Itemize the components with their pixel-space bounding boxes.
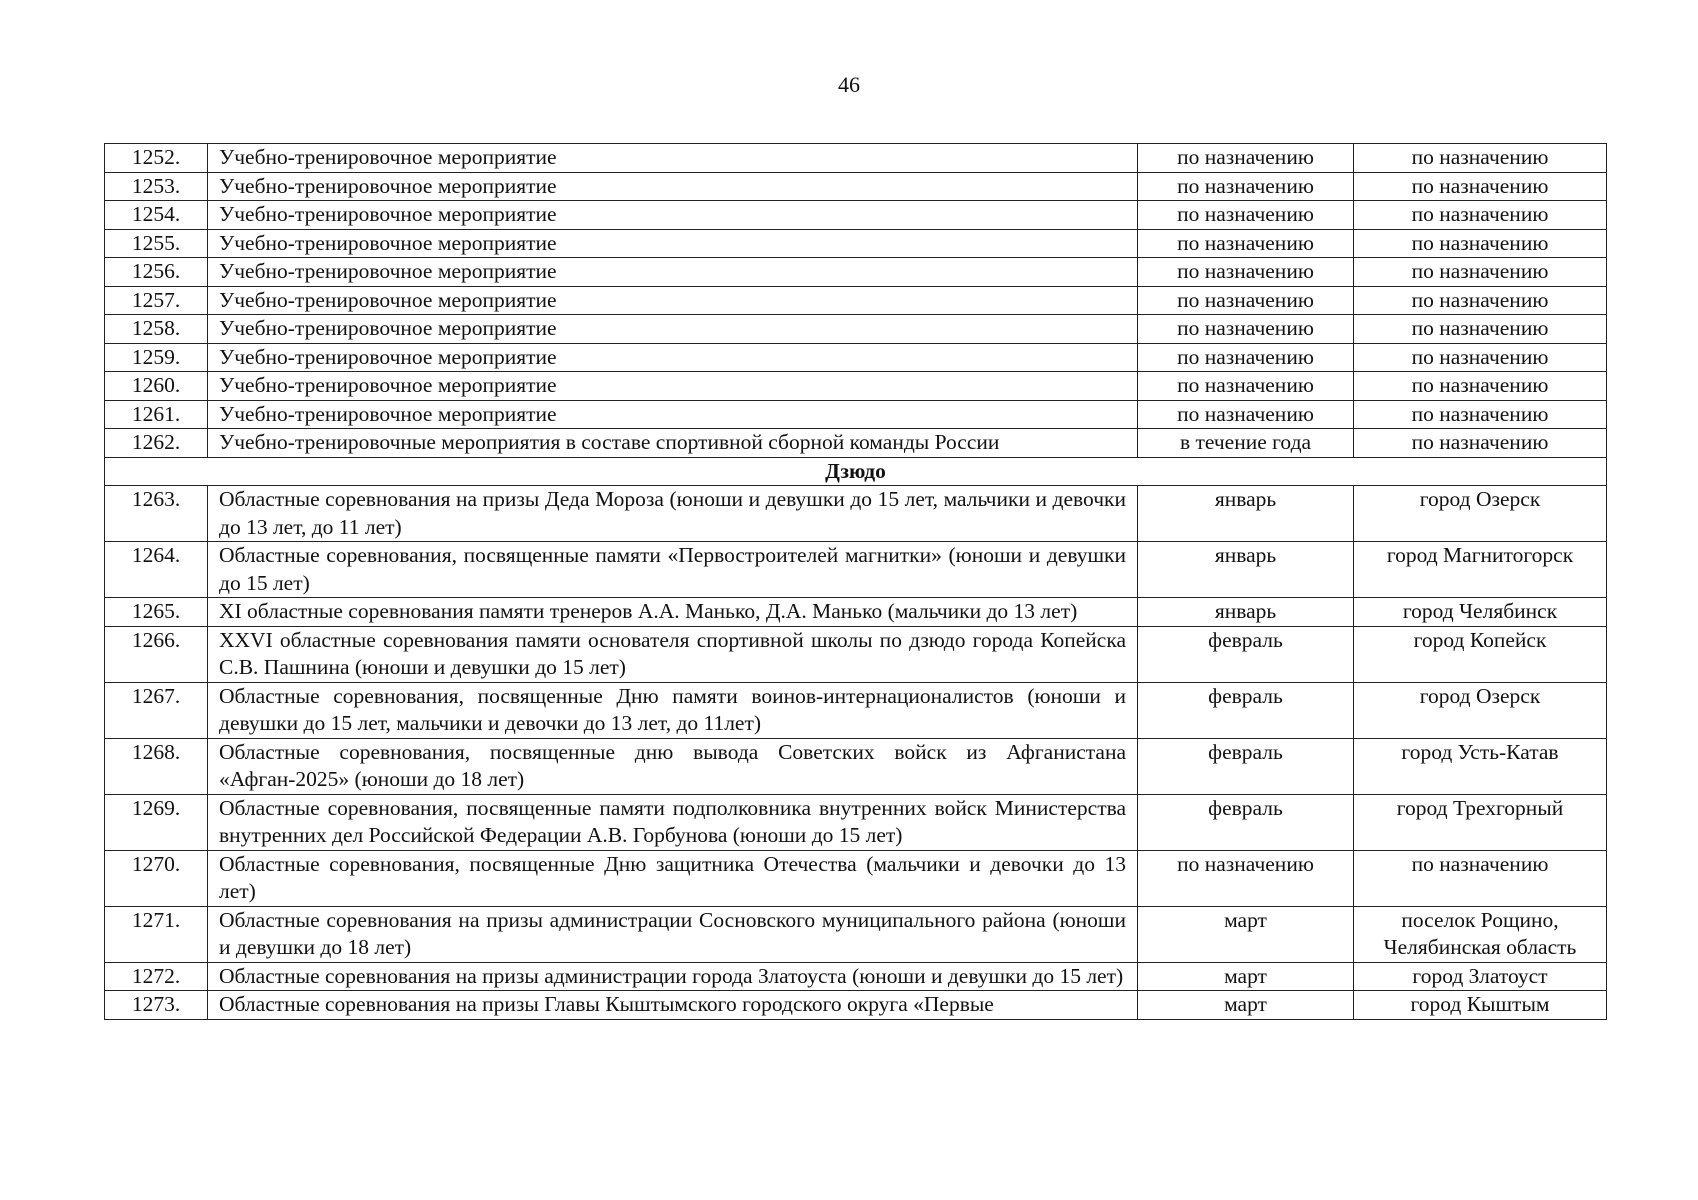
table-row: [105, 598, 1607, 627]
event-date: по назначению: [1138, 172, 1354, 201]
event-date: январь: [1138, 542, 1354, 598]
section-header-group: [105, 457, 1607, 486]
row-number: 1253.: [105, 172, 208, 201]
table-row: [105, 962, 1607, 991]
table-row: [105, 626, 1607, 682]
event-name: Учебно-тренировочное мероприятие: [208, 286, 1138, 315]
event-name: XXVI областные соревнования памяти основателя спортивной школы по дзюдо города Копейска С.В. Пашнина (юноши и девушки до 15 лет): [208, 626, 1138, 682]
table-row: [105, 682, 1607, 738]
event-place: по назначению: [1354, 201, 1607, 230]
event-place: город Озерск: [1354, 682, 1607, 738]
event-place: город Челябинск: [1354, 598, 1607, 627]
event-name: Областные соревнования, посвященные дню вывода Советских войск из Афганистана «Афган-2025» (юноши до 18 лет): [208, 738, 1138, 794]
table-row: [105, 258, 1607, 287]
table-row: [105, 229, 1607, 258]
row-number: 1267.: [105, 682, 208, 738]
event-name: Областные соревнования, посвященные памяти подполковника внутренних войск Министерства внутренних дел Российской Федерации А.В. Горбунова (юноши до 15 лет): [208, 794, 1138, 850]
event-place: по назначению: [1354, 258, 1607, 287]
judo-rows: [105, 486, 1607, 1020]
event-date: март: [1138, 991, 1354, 1020]
event-place: по назначению: [1354, 144, 1607, 173]
page-number: 46: [838, 72, 860, 97]
event-name: Учебно-тренировочные мероприятия в составе спортивной сборной команды России: [208, 429, 1138, 458]
row-number: 1260.: [105, 372, 208, 401]
table-row: [105, 738, 1607, 794]
table-row: [105, 172, 1607, 201]
event-date: по назначению: [1138, 144, 1354, 173]
event-name: Учебно-тренировочное мероприятие: [208, 343, 1138, 372]
event-place: город Златоуст: [1354, 962, 1607, 991]
table-row: [105, 429, 1607, 458]
event-place: по назначению: [1354, 172, 1607, 201]
event-name: Областные соревнования на призы Деда Мороза (юноши и девушки до 15 лет, мальчики и девочки до 13 лет, до 11 лет): [208, 486, 1138, 542]
training-rows: [105, 144, 1607, 458]
event-name: Областные соревнования, посвященные Дню защитника Отечества (мальчики и девочки до 13 лет): [208, 850, 1138, 906]
section-title: Дзюдо: [105, 457, 1607, 486]
row-number: 1263.: [105, 486, 208, 542]
event-date: февраль: [1138, 626, 1354, 682]
event-name: XI областные соревнования памяти тренеров А.А. Манько, Д.А. Манько (мальчики до 13 лет): [208, 598, 1138, 627]
event-date: март: [1138, 962, 1354, 991]
row-number: 1256.: [105, 258, 208, 287]
event-date: по назначению: [1138, 400, 1354, 429]
event-name: Учебно-тренировочное мероприятие: [208, 201, 1138, 230]
row-number: 1265.: [105, 598, 208, 627]
table-row: [105, 144, 1607, 173]
event-date: по назначению: [1138, 343, 1354, 372]
event-date: по назначению: [1138, 315, 1354, 344]
event-place: по назначению: [1354, 343, 1607, 372]
section-header-row: [105, 457, 1607, 486]
event-place: по назначению: [1354, 850, 1607, 906]
events-table: [104, 143, 1607, 1020]
row-number: 1255.: [105, 229, 208, 258]
table-row: [105, 286, 1607, 315]
table-row: [105, 486, 1607, 542]
event-date: январь: [1138, 486, 1354, 542]
event-name: Учебно-тренировочное мероприятие: [208, 172, 1138, 201]
event-place: город Озерск: [1354, 486, 1607, 542]
row-number: 1258.: [105, 315, 208, 344]
row-number: 1264.: [105, 542, 208, 598]
event-name: Учебно-тренировочное мероприятие: [208, 315, 1138, 344]
row-number: 1273.: [105, 991, 208, 1020]
event-name: Учебно-тренировочное мероприятие: [208, 372, 1138, 401]
event-name: Учебно-тренировочное мероприятие: [208, 258, 1138, 287]
event-place: город Трехгорный: [1354, 794, 1607, 850]
event-date: март: [1138, 906, 1354, 962]
row-number: 1272.: [105, 962, 208, 991]
table-row: [105, 906, 1607, 962]
row-number: 1261.: [105, 400, 208, 429]
row-number: 1259.: [105, 343, 208, 372]
table-row: [105, 343, 1607, 372]
table-row: [105, 400, 1607, 429]
event-date: по назначению: [1138, 372, 1354, 401]
event-place: по назначению: [1354, 315, 1607, 344]
event-name: Учебно-тренировочное мероприятие: [208, 229, 1138, 258]
event-name: Областные соревнования на призы Главы Кыштымского городского округа «Первые: [208, 991, 1138, 1020]
event-place: по назначению: [1354, 372, 1607, 401]
event-date: февраль: [1138, 794, 1354, 850]
event-place: по назначению: [1354, 429, 1607, 458]
event-date: февраль: [1138, 738, 1354, 794]
event-date: по назначению: [1138, 258, 1354, 287]
row-number: 1268.: [105, 738, 208, 794]
event-place: город Усть-Катав: [1354, 738, 1607, 794]
table-row: [105, 201, 1607, 230]
row-number: 1270.: [105, 850, 208, 906]
row-number: 1271.: [105, 906, 208, 962]
table-row: [105, 794, 1607, 850]
event-date: в течение года: [1138, 429, 1354, 458]
row-number: 1262.: [105, 429, 208, 458]
row-number: 1252.: [105, 144, 208, 173]
event-place: поселок Рощино, Челябинская область: [1354, 906, 1607, 962]
event-date: январь: [1138, 598, 1354, 627]
row-number: 1257.: [105, 286, 208, 315]
table-row: [105, 372, 1607, 401]
table-row: [105, 850, 1607, 906]
event-place: по назначению: [1354, 286, 1607, 315]
event-date: февраль: [1138, 682, 1354, 738]
event-name: Областные соревнования, посвященные памяти «Первостроителей магнитки» (юноши и девушки до 15 лет): [208, 542, 1138, 598]
table-row: [105, 542, 1607, 598]
event-place: город Копейск: [1354, 626, 1607, 682]
table-row: [105, 315, 1607, 344]
row-number: 1266.: [105, 626, 208, 682]
event-place: по назначению: [1354, 400, 1607, 429]
event-date: по назначению: [1138, 850, 1354, 906]
table-row: [105, 991, 1607, 1020]
event-date: по назначению: [1138, 286, 1354, 315]
event-place: по назначению: [1354, 229, 1607, 258]
event-name: Областные соревнования на призы администрации Сосновского муниципального района (юноши и девушки до 18 лет): [208, 906, 1138, 962]
event-name: Учебно-тренировочное мероприятие: [208, 400, 1138, 429]
event-date: по назначению: [1138, 229, 1354, 258]
event-name: Учебно-тренировочное мероприятие: [208, 144, 1138, 173]
event-place: город Магнитогорск: [1354, 542, 1607, 598]
event-place: город Кыштым: [1354, 991, 1607, 1020]
row-number: 1254.: [105, 201, 208, 230]
event-date: по назначению: [1138, 201, 1354, 230]
row-number: 1269.: [105, 794, 208, 850]
event-name: Областные соревнования на призы администрации города Златоуста (юноши и девушки до 15 лет): [208, 962, 1138, 991]
event-name: Областные соревнования, посвященные Дню памяти воинов-интернационалистов (юноши и девушки до 15 лет, мальчики и девочки до 13 лет, до 11лет): [208, 682, 1138, 738]
